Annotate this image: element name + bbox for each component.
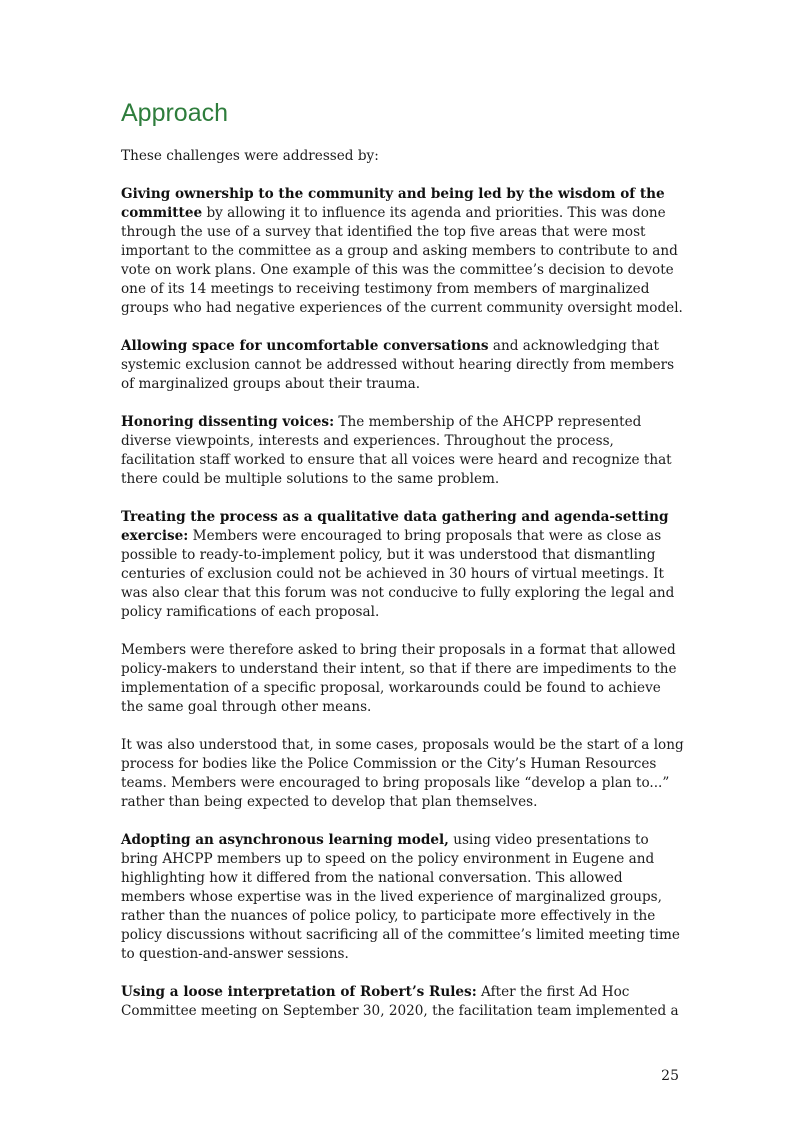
paragraph-body: using video presentations to bring AHCPP members up to speed on the policy environment in Eugene and highlighting how it differed from the national conversation. This allowed members whose expertise was in the lived experience of marginalized groups, rather than the nuances of police policy, to participate more effectively in the policy discussions without sacrificing all of the committee’s limited meeting time to question-and-answer sessions.	[121, 832, 680, 962]
paragraph-body: After the first Ad Hoc Committee meeting on September 30, 2020, the facilitation team implemented a	[121, 984, 679, 1019]
section-heading: Approach	[121, 99, 229, 127]
page-content	[121, 96, 686, 1040]
paragraph-body: and acknowledging that systemic exclusion cannot be addressed without hearing directly from members of marginalized groups about their trauma.	[121, 338, 675, 392]
paragraph-long-process: It was also understood that, in some cases, proposals would be the start of a long process for bodies like the Police Commission or the City’s Human Resources teams. Members were encouraged to bring proposals like “develop a plan to...” rather than being expected to develop that plan themselves.	[121, 737, 684, 810]
paragraph-lead: Adopting an asynchronous learning model,	[121, 832, 449, 848]
paragraph-lead: Honoring dissenting voices:	[121, 414, 335, 430]
paragraph-body: by allowing it to influence its agenda and priorities. This was done through the use of a survey that identified the top five areas that were most important to the committee as a group and asking members to contribute to and vote on work plans. One example of this was the committee’s decision to devote one of its 14 meetings to receiving testimony from members of marginalized groups who had negative experiences of the current community oversight model.	[121, 205, 683, 316]
paragraph-lead: Using a loose interpretation of Robert’s Rules:	[121, 984, 477, 1000]
paragraph-proposal-format: Members were therefore asked to bring their proposals in a format that allowed policy-makers to understand their intent, so that if there are impediments to the implementation of a specific proposal, workarounds could be found to achieve the same goal through other means.	[121, 642, 677, 715]
paragraph-asynchronous-learning	[121, 831, 686, 964]
paragraph-lead: Treating the process as a qualitative data gathering and agenda-setting exercise:	[121, 509, 669, 544]
paragraph-body: The membership of the AHCPP represented diverse viewpoints, interests and experiences. Throughout the process, facilitation staff worked to ensure that all voices were heard and recognize that there could be multiple solutions to the same problem.	[121, 414, 672, 487]
paragraph-roberts-rules	[121, 983, 686, 1021]
paragraph-lead: Giving ownership to the community and being led by the wisdom of the committee	[121, 186, 665, 221]
paragraph-uncomfortable-conversations	[121, 337, 686, 394]
intro-paragraph: These challenges were addressed by:	[121, 148, 379, 164]
page-number: 25	[661, 1068, 679, 1084]
paragraph-qualitative-data	[121, 508, 686, 622]
paragraph-dissenting-voices	[121, 413, 686, 489]
paragraph-lead: Allowing space for uncomfortable conversations	[121, 338, 489, 354]
paragraph-community-ownership	[121, 185, 686, 318]
paragraph-body: Members were encouraged to bring proposals that were as close as possible to ready-to-implement policy, but it was understood that dismantling centuries of exclusion could not be achieved in 30 hours of virtual meetings. It was also clear that this forum was not conducive to fully exploring the legal and policy ramifications of each proposal.	[121, 528, 675, 620]
